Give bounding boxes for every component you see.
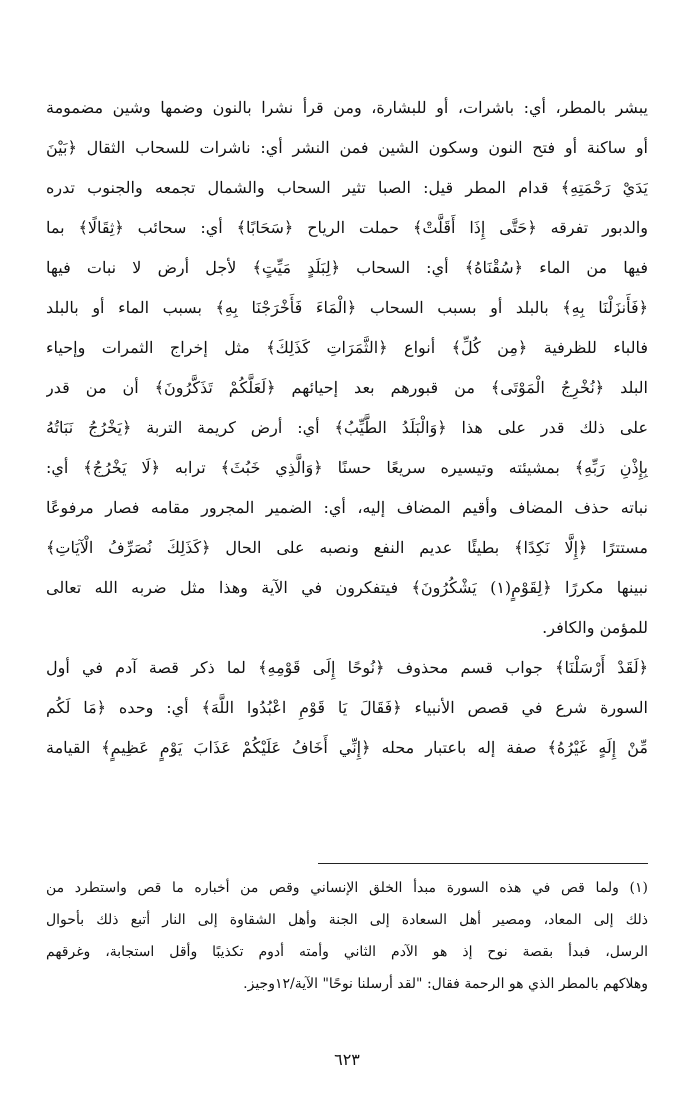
text-line-6: ﴿فَأَنزَلْنَا بِهِ﴾ بالبلد أو بسبب السحاب ﴿الْمَاءَ فَأَخْرَجْنَا بِهِ﴾ بسبب الماء أو بالبلد <box>46 298 648 317</box>
text-line-2: أو ساكنة أو فتح النون وسكون الشين فمن النشر أي: ناشرات للسحاب الثقال ﴿بَيْنَ <box>46 138 648 157</box>
text-line-5: فيها من الماء ﴿سُقْنَاهُ﴾ أي: السحاب ﴿لِبَلَدٍ مَيِّتٍ﴾ لأجل أرض لا نبات فيها <box>46 258 648 277</box>
text-line-12: مستترًا ﴿إِلَّا نَكِدًا﴾ بطيئًا عديم النفع ونصبه على الحال ﴿كَذَلِكَ نُصَرِّفُ الْآيَاتِ﴾ <box>46 538 648 557</box>
main-text <box>46 88 648 768</box>
text-line-14: للمؤمن والكافر. <box>542 618 648 637</box>
footnote-line-1: (١) ولما قص في هذه السورة مبدأ الخلق الإنساني وقص من أخباره ما قص واستطرد من <box>46 880 648 896</box>
text-line-9: على ذلك قدر على هذا ﴿وَالْبَلَدُ الطَّيِّبُ﴾ أي: أرض كريمة التربة ﴿يَخْرُجُ نَبَاتُهُ <box>46 418 648 437</box>
text-line-17: مِّنْ إِلَهٍ غَيْرُهُ﴾ صفة إله باعتبار محله ﴿إِنِّي أَخَافُ عَلَيْكُمْ عَذَابَ يَوْمٍ عَظِيمٍ﴾ القيامة <box>46 738 648 757</box>
page-number: ٦٢٣ <box>334 1050 360 1069</box>
text-line-16: السورة شرع في قصص الأنبياء ﴿فَقَالَ يَا قَوْمِ اعْبُدُوا اللَّهَ﴾ أي: وحده ﴿مَا لَكُم <box>46 698 648 717</box>
text-line-3: يَدَيْ رَحْمَتِهِ﴾ قدام المطر قيل: الصبا تثير السحاب والشمال تجمعه والجنوب تدره <box>46 178 648 197</box>
footnote-line-2: ذلك إلى المعاد، ومصير أهل السعادة إلى الجنة وأهل الشقاوة إلى النار أتبع ذلك بأحوال <box>46 912 648 928</box>
text-line-13: نبينها مكررًا ﴿لِقَوْمٍ(١) يَشْكُرُونَ﴾ فيتفكرون في الآية وهذا مثل ضربه الله تعالى <box>46 578 648 597</box>
text-line-15: ﴿لَقَدْ أَرْسَلْنَا﴾ جواب قسم محذوف ﴿نُوحًا إِلَى قَوْمِهِ﴾ لما ذكر قصة آدم في أول <box>46 658 648 677</box>
footnote-line-3: الرسل، فبدأ بقصة نوح إذ هو الآدم الثاني وأمته أدوم تكذيبًا وأقل استجابة، وغرقهم <box>46 944 648 960</box>
footnotes <box>46 872 648 1000</box>
text-line-8: البلد ﴿نُخْرِجُ الْمَوْتَى﴾ من قبورهم بعد إحيائهم ﴿لَعَلَّكُمْ تَذَكَّرُونَ﴾ أن من قدر <box>46 378 648 397</box>
text-line-11: نباته حذف المضاف وأقيم المضاف إليه، أي: الضمير المجرور مقامه فصار مرفوعًا <box>46 498 648 517</box>
text-line-7: فالباء للظرفية ﴿مِن كُلِّ﴾ أنواع ﴿الثَّمَرَاتِ كَذَلِكَ﴾ مثل إخراج الثمرات وإحياء <box>46 338 648 357</box>
text-line-10: بِإِذْنِ رَبِّهِ﴾ بمشيئته وتيسيره سريعًا حسنًا ﴿وَالَّذِي خَبُثَ﴾ ترابه ﴿لَا يَخْرُجُ﴾ أي: <box>46 458 648 477</box>
text-line-4: والدبور تفرقه ﴿حَتَّى إِذَا أَقَلَّتْ﴾ حملت الرياح ﴿سَحَابًا﴾ أي: سحائب ﴿ثِقَالًا﴾ بما <box>46 218 648 237</box>
footnote-divider <box>318 863 648 864</box>
text-line-1: يبشر بالمطر، أي: باشرات، أو للبشارة، ومن قرأ نشرا بالنون وضمها وشين مضمومة <box>46 98 648 117</box>
footnote-line-4: وهلاكهم بالمطر الذي هو الرحمة فقال: "لقد أرسلنا نوحًا" الآية/١٢وجيز. <box>243 976 648 992</box>
